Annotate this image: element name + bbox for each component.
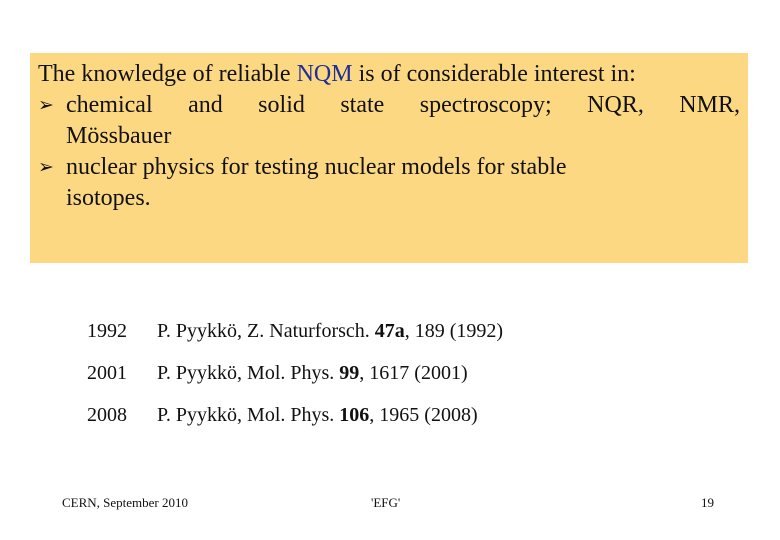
bullet-continuation: isotopes. (66, 185, 151, 211)
reference-source: P. Pyykkö, Mol. Phys. (157, 362, 340, 384)
reference-pages: , 189 (1992) (404, 320, 504, 342)
reference-item (87, 310, 503, 352)
intro-box (30, 53, 748, 263)
reference-citation (157, 316, 503, 346)
reference-list (87, 310, 503, 436)
intro-heading (38, 59, 740, 90)
bullet-text: chemical and solid state spectroscopy; NQR, NMR, (66, 92, 740, 118)
arrow-bullet-icon: ➢ (38, 156, 54, 178)
bullet-continuation: Mössbauer (66, 123, 172, 149)
reference-citation (157, 358, 468, 388)
reference-pages: , 1965 (2008) (369, 404, 478, 426)
reference-source: P. Pyykkö, Mol. Phys. (157, 404, 340, 426)
intro-prefix: The knowledge of reliable (38, 61, 297, 87)
reference-source: P. Pyykkö, Z. Naturforsch. (157, 320, 375, 342)
footer-event: CERN, September 2010 (62, 495, 189, 510)
bullet-item (38, 152, 740, 183)
nqm-highlight: NQM (296, 61, 353, 87)
reference-item (87, 352, 503, 394)
slide-footer (0, 495, 780, 515)
reference-item (87, 394, 503, 436)
reference-year: 1992 (87, 320, 127, 342)
reference-year: 2008 (87, 404, 127, 426)
reference-volume: 106 (339, 404, 370, 426)
bullet-text: nuclear physics for testing nuclear models for stable (66, 154, 567, 180)
arrow-bullet-icon: ➢ (38, 94, 54, 116)
reference-volume: 99 (339, 362, 360, 384)
page-number: 19 (701, 495, 714, 510)
intro-suffix: is of considerable interest in: (352, 61, 636, 87)
bullet-item (38, 90, 740, 121)
reference-volume: 47a (374, 320, 405, 342)
reference-year: 2001 (87, 362, 127, 384)
reference-citation (157, 400, 478, 430)
reference-pages: , 1617 (2001) (359, 362, 468, 384)
footer-topic: 'EFG' (371, 495, 401, 510)
